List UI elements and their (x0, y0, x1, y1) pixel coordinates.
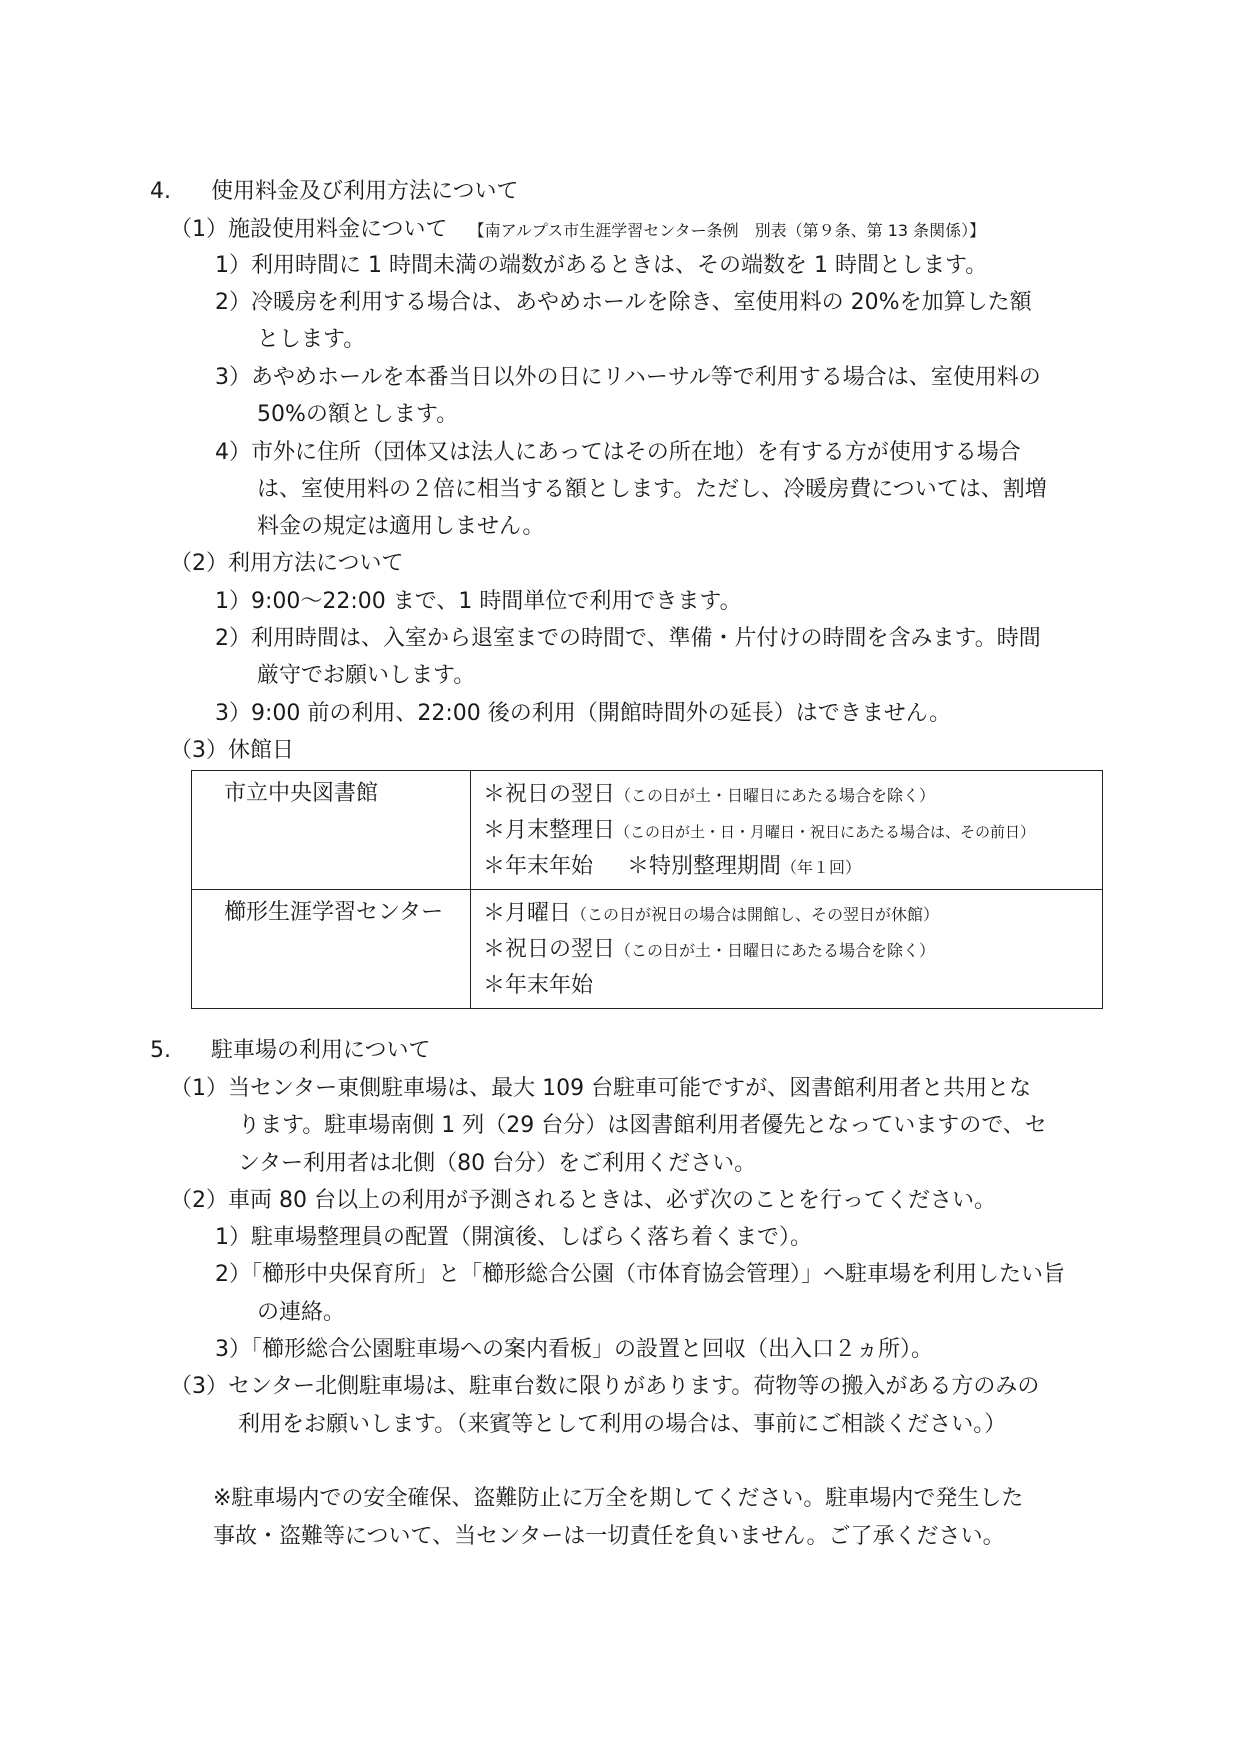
table-row-center (192, 890, 1103, 1009)
ordinance-reference: 【南アルプス市生涯学習センター条例 別表（第９条、第 13 条関係）】 (468, 221, 986, 240)
fee-rule-4-cont-2: 料金の規定は適用しません。 (257, 514, 545, 539)
usage-rule-2: 2）利用時間は、入室から退室までの時間で、準備・片付けの時間を含みます。時間 (215, 626, 1041, 651)
parking-rule-3: （3）センター北側駐車場は、駐車台数に限りがあります。荷物等の搬入がある方のみの (170, 1374, 1040, 1399)
closed-days-cell (471, 771, 1103, 890)
facility-cell (192, 771, 471, 890)
parking-step-3: 3）「櫛形総合公園駐車場への案内看板」の設置と回収（出入口２ヵ所）。 (215, 1337, 933, 1362)
subsection-4-2-label: （2）利用方法について (170, 551, 404, 576)
table-row-library (192, 771, 1103, 890)
section-4-number: 4. (150, 179, 171, 204)
parking-rule-2: （2）車両 80 台以上の利用が予測されるときは、必ず次のことを行ってください。 (170, 1188, 996, 1213)
closed-day-item: ＊月末整理日（この日が土・日・月曜日・祝日にあたる場合は、その前日） (483, 818, 1036, 843)
section-5-title: 駐車場の利用について (211, 1038, 431, 1063)
liability-notice: ※駐車場内での安全確保、盗難防止に万全を期してください。駐車場内で発生した (213, 1486, 1024, 1511)
usage-rule-2-cont: 厳守でお願いします。 (257, 663, 476, 688)
fee-rule-2: 2）冷暖房を利用する場合は、あやめホールを除き、室使用料の 20%を加算した額 (215, 290, 1032, 315)
closed-days-cell (471, 890, 1103, 1009)
section-5-heading (150, 1040, 431, 1062)
parking-rule-3-cont: 利用をお願いします。（来賓等として利用の場合は、事前にご相談ください。） (238, 1412, 1007, 1437)
fee-rule-3-cont: 50%の額とします。 (257, 402, 459, 427)
facility-name-center: 櫛形生涯学習センター (224, 900, 444, 925)
parking-rule-1-cont-1: ります。駐車場南側 1 列（29 台分）は図書館利用者優先となっていますので、セ (238, 1113, 1047, 1138)
closed-day-item: ＊祝日の翌日（この日が土・日曜日にあたる場合を除く） (483, 782, 936, 807)
parking-rule-1: （1）当センター東側駐車場は、最大 109 台駐車可能ですが、図書館利用者と共用とな (170, 1076, 1032, 1101)
fee-rule-2-cont: とします。 (257, 327, 366, 352)
subsection-4-3-label: （3）休館日 (170, 738, 294, 763)
closed-day-item: ＊月曜日（この日が祝日の場合は開館し、その翌日が休館） (483, 901, 940, 926)
section-4-heading (150, 181, 519, 203)
closed-day-item: ＊年末年始 (483, 973, 594, 998)
usage-rule-1: 1）9:00～22:00 まで、1 時間単位で利用できます。 (215, 589, 742, 614)
parking-step-2: 2）「櫛形中央保育所」と「櫛形総合公園（市体育協会管理）」へ駐車場を利用したい旨 (215, 1262, 1066, 1287)
subsection-4-1-heading (170, 219, 985, 241)
closed-days-table (191, 770, 1103, 1009)
parking-step-2-cont: の連絡。 (257, 1300, 346, 1325)
parking-step-1: 1）駐車場整理員の配置（開演後、しばらく落ち着くまで）。 (215, 1225, 812, 1250)
closed-day-item: ＊年末年始 ＊特別整理期間（年１回） (483, 854, 862, 879)
usage-rule-3: 3）9:00 前の利用、22:00 後の利用（開館時間外の延長）はできません。 (215, 701, 952, 726)
fee-rule-4-cont-1: は、室使用料の２倍に相当する額とします。ただし、冷暖房費については、割増 (257, 477, 1047, 502)
fee-rule-1: 1）利用時間に 1 時間未満の端数があるときは、その端数を 1 時間とします。 (215, 253, 988, 278)
facility-cell (192, 890, 471, 1009)
parking-rule-1-cont-2: ンター利用者は北側（80 台分）をご利用ください。 (238, 1151, 757, 1176)
facility-name-library: 市立中央図書館 (224, 781, 379, 806)
fee-rule-3: 3）あやめホールを本番当日以外の日にリハーサル等で利用する場合は、室使用料の (215, 365, 1041, 390)
fee-rule-4: 4）市外に住所（団体又は法人にあってはその所在地）を有する方が使用する場合 (215, 440, 1021, 465)
subsection-4-1-label: （1）施設使用料金について (170, 217, 448, 242)
liability-notice-cont: 事故・盗難等について、当センターは一切責任を負いません。ご了承ください。 (213, 1524, 1005, 1549)
section-4-title: 使用料金及び利用方法について (211, 179, 519, 204)
closed-day-item: ＊祝日の翌日（この日が土・日曜日にあたる場合を除く） (483, 937, 936, 962)
section-5-number: 5. (150, 1038, 171, 1063)
